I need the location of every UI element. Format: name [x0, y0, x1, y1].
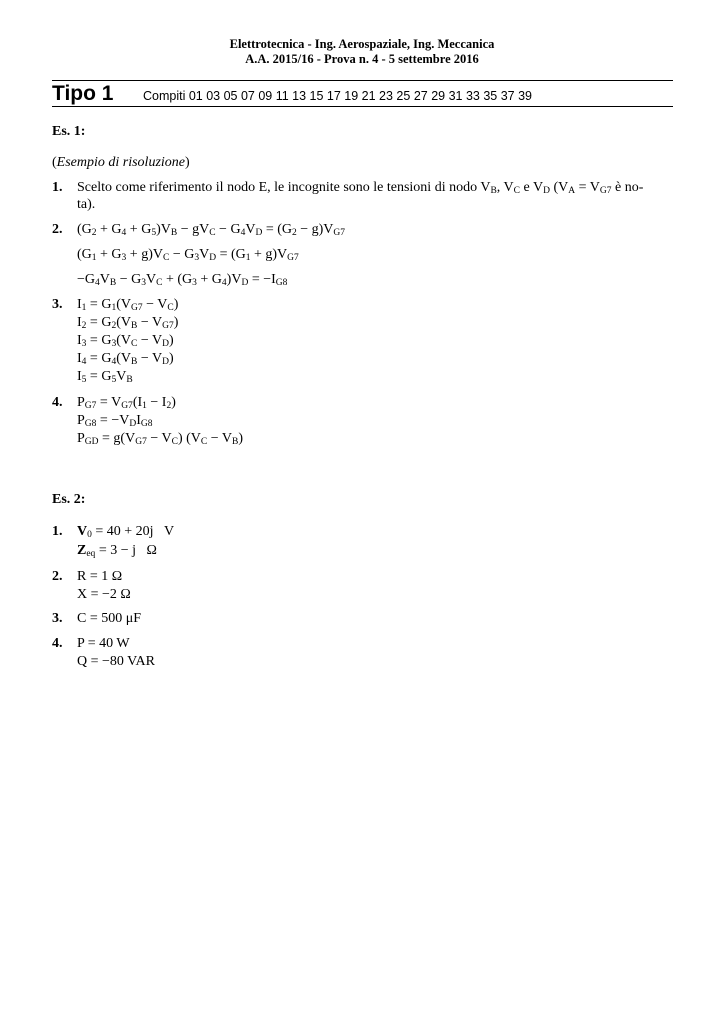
header-course: Elettrotecnica - Ing. Aerospaziale, Ing. Meccanica	[229, 37, 495, 51]
es1-power-pg8: $P_{G8} = -V_DI_{G8}$	[77, 413, 153, 429]
es2-item2-num: 2.	[52, 569, 63, 584]
es1-eq-node-d: $-G_4V_B - G_3V_C + (G_3 + G_4)V_D = -I_{G8}$	[77, 272, 288, 288]
es1-heading: Es. 1:	[52, 124, 86, 139]
es2-impedance-zeq: $Z_{eq} = 3 - j$ Ω	[77, 543, 157, 559]
compiti-list: Compiti 01 03 05 07 09 11 13 15 17 19 21 23 25 27 29 31 33 35 37 39	[143, 89, 532, 103]
es1-item1-line2: ta).	[77, 197, 96, 212]
tipo-title: Tipo 1	[52, 82, 114, 105]
es1-current-i3: $I_3 = G_3(V_C - V_D)$	[77, 333, 174, 349]
es1-eq-node-b: $(G_2 + G_4 + G_5)V_B - gV_C - G_4V_D = (G_2 - g)V_{G7}$	[77, 222, 346, 238]
es2-voltage-v0: $V_0 = 40 + 20j$ V	[77, 524, 175, 540]
top-rule	[52, 80, 673, 81]
es2-active-power: P = 40 W	[77, 636, 130, 651]
es1-eq-node-c: $(G_1 + G_3 + g)V_C - G_3V_D = (G_1 + g)V_{G7}$	[77, 247, 299, 263]
es1-example-text: Esempio di risoluzione	[56, 155, 186, 170]
es1-power-pgd: $P_{GD} = g(V_{G7} - V_C) (V_C - V_B)$	[77, 431, 243, 447]
es1-current-i4: $I_4 = G_4(V_B - V_D)$	[77, 351, 174, 367]
es1-item1-line1: Scelto come riferimento il nodo E, le incognite sono le tensioni di nodo $V_B$, $V_C$ e $V_D$ ($V_A = V_{G7}$ è no-	[77, 180, 644, 196]
es1-current-i5: $I_5 = G_5V_B$	[77, 369, 133, 385]
es1-current-i1: $I_1 = G_1(V_{G7} - V_C)$	[77, 297, 179, 313]
bottom-rule	[52, 106, 673, 107]
es1-item1-num: 1.	[52, 180, 63, 195]
es2-resistance: R = 1 Ω	[77, 569, 123, 584]
es2-reactance: X = −2 Ω	[77, 587, 131, 602]
es1-item4-num: 4.	[52, 395, 63, 410]
es2-item3-num: 3.	[52, 611, 63, 626]
es2-capacitance: C = 500 μF	[77, 611, 142, 626]
es1-example-note: (Esempio di risoluzione)	[52, 155, 190, 170]
es2-item4-num: 4.	[52, 636, 63, 651]
es2-reactive-power: Q = −80 VAR	[77, 654, 155, 669]
es1-item2-num: 2.	[52, 222, 63, 237]
es1-current-i2: $I_2 = G_2(V_B - V_{G7})$	[77, 315, 179, 331]
es2-heading: Es. 2:	[52, 492, 86, 507]
es2-item1-num: 1.	[52, 524, 63, 539]
es1-power-pg7: $P_{G7} = V_{G7}(I_1 - I_2)$	[77, 395, 176, 411]
es1-item3-num: 3.	[52, 297, 63, 312]
header-exam: A.A. 2015/16 - Prova n. 4 - 5 settembre 2016	[245, 52, 479, 66]
